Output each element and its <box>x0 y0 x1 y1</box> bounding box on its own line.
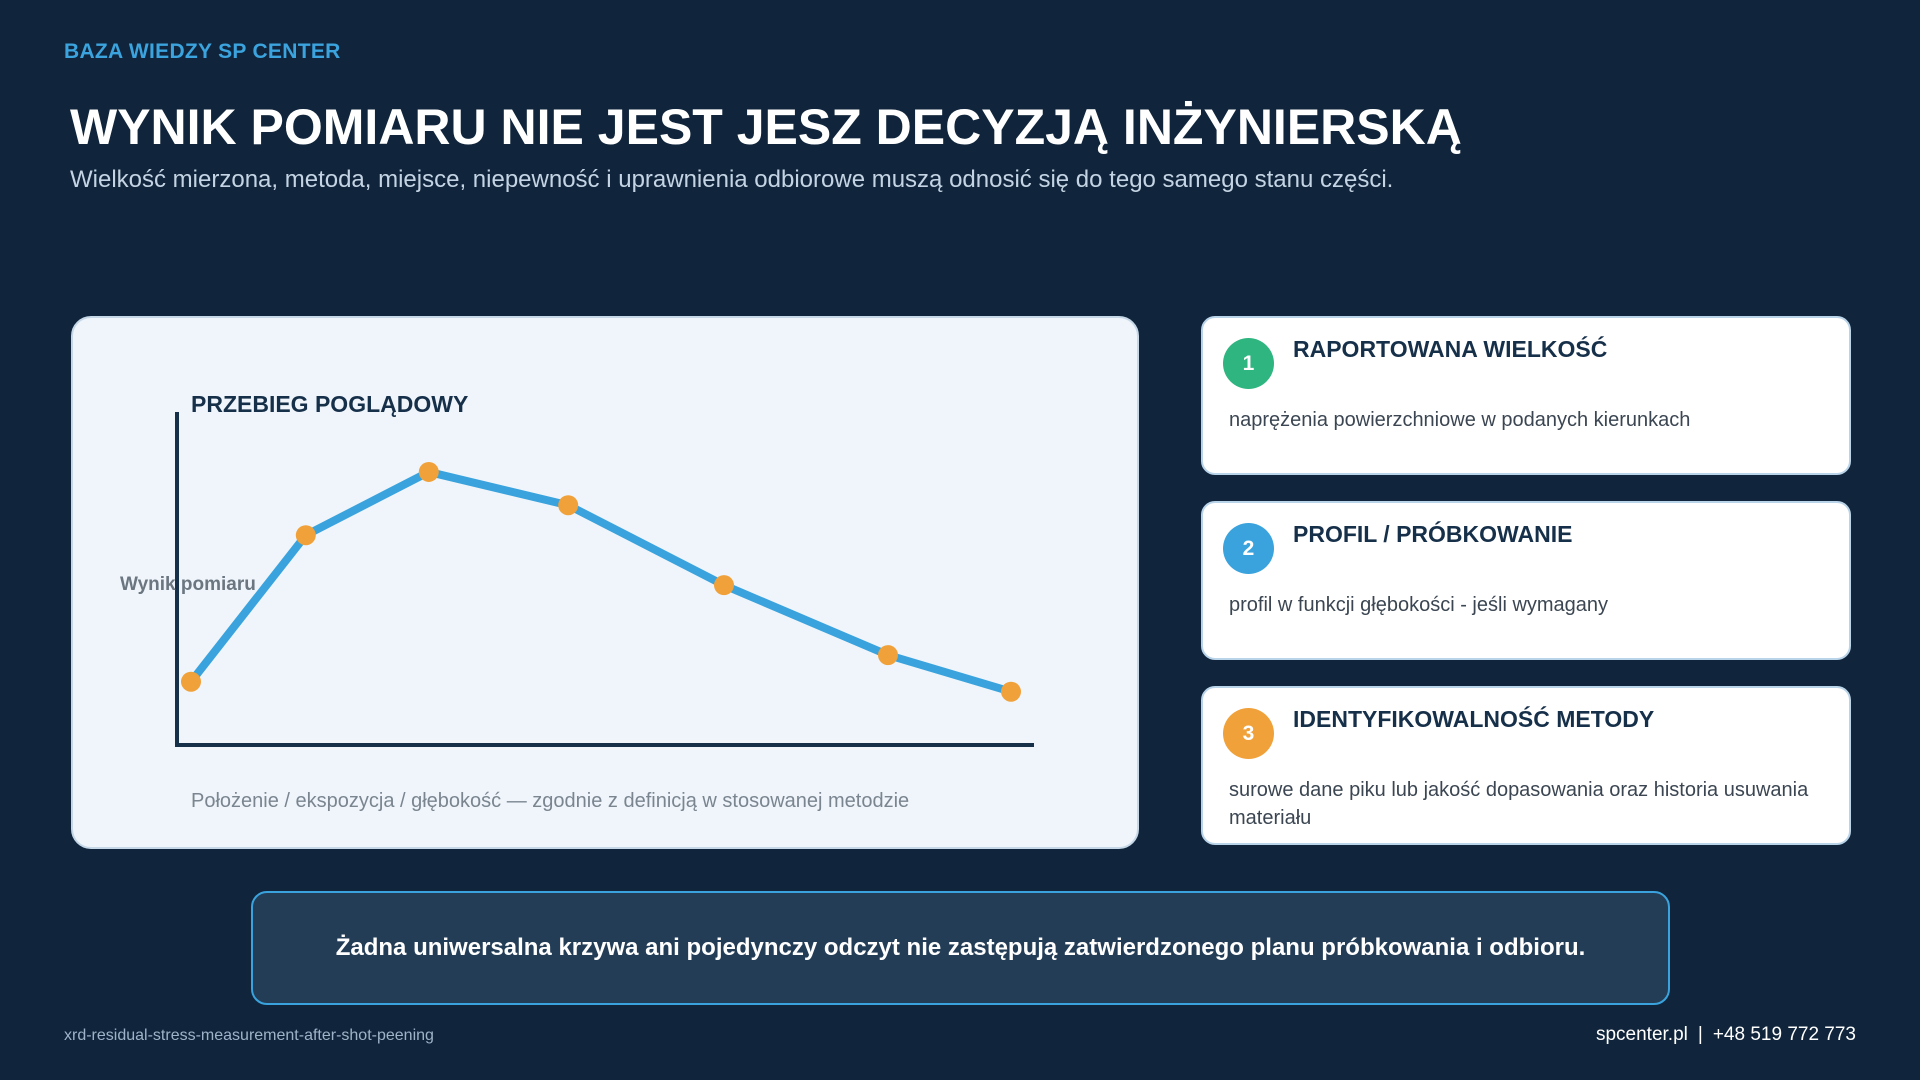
chart-panel <box>71 316 1139 849</box>
data-point-5 <box>714 575 734 595</box>
phone-number[interactable]: +48 519 772 773 <box>1712 1024 1856 1045</box>
card-1-title: RAPORTOWANA WIELKOŚĆ <box>1293 336 1608 362</box>
card-reported-quantity <box>1201 316 1851 475</box>
data-point-3 <box>419 462 439 482</box>
footer-separator: | <box>1697 1024 1703 1045</box>
card-3-title: IDENTYFIKOWALNOŚĆ METODY <box>1293 706 1655 732</box>
page-subtitle: Wielkość mierzona, metoda, miejsce, niepewność i uprawnienia odbiorowe muszą odnosić się do tego samego stanu części. <box>70 166 1394 193</box>
data-point-7 <box>1001 682 1021 702</box>
banner-text: Żadna uniwersalna krzywa ani pojedynczy odczyt nie zastępują zatwierdzonego planu próbkowania i odbioru. <box>335 934 1586 961</box>
card-profile-sampling <box>1201 501 1851 660</box>
step-1-badge: 1 <box>1223 338 1274 389</box>
website-link[interactable]: spcenter.pl <box>1595 1024 1688 1045</box>
footer-slug: xrd-residual-stress-measurement-after-shot-peening <box>64 1027 434 1044</box>
brand-label: BAZA WIEDZY SP CENTER <box>64 40 341 63</box>
footer-contact <box>1596 1024 1856 1046</box>
card-2-text: profil w funkcji głębokości - jeśli wymagany <box>1229 594 1609 616</box>
data-point-1 <box>181 672 201 692</box>
page-title: WYNIK POMIARU NIE JEST JESZ DECYZJĄ INŻYNIERSKĄ <box>70 99 1462 155</box>
y-axis-label: Wynik pomiaru <box>120 574 256 595</box>
card-method-traceability <box>1201 686 1851 845</box>
step-2-badge: 2 <box>1223 523 1274 574</box>
key-message-banner <box>251 891 1670 1005</box>
card-3-text: surowe dane piku lub jakość dopasowania oraz historia usuwania materiału <box>1229 779 1809 829</box>
x-axis-label: Położenie / ekspozycja / głębokość — zgodnie z definicją w stosowanej metodzie <box>191 790 910 812</box>
data-series <box>181 462 1021 702</box>
chart-title: PRZEBIEG POGLĄDOWY <box>191 391 469 417</box>
data-point-2 <box>296 525 316 545</box>
data-point-4 <box>558 495 578 515</box>
line-chart <box>73 318 1141 851</box>
data-point-6 <box>878 645 898 665</box>
step-3-badge: 3 <box>1223 708 1274 759</box>
card-2-title: PROFIL / PRÓBKOWANIE <box>1293 521 1573 547</box>
card-1-text: naprężenia powierzchniowe w podanych kierunkach <box>1229 409 1691 431</box>
